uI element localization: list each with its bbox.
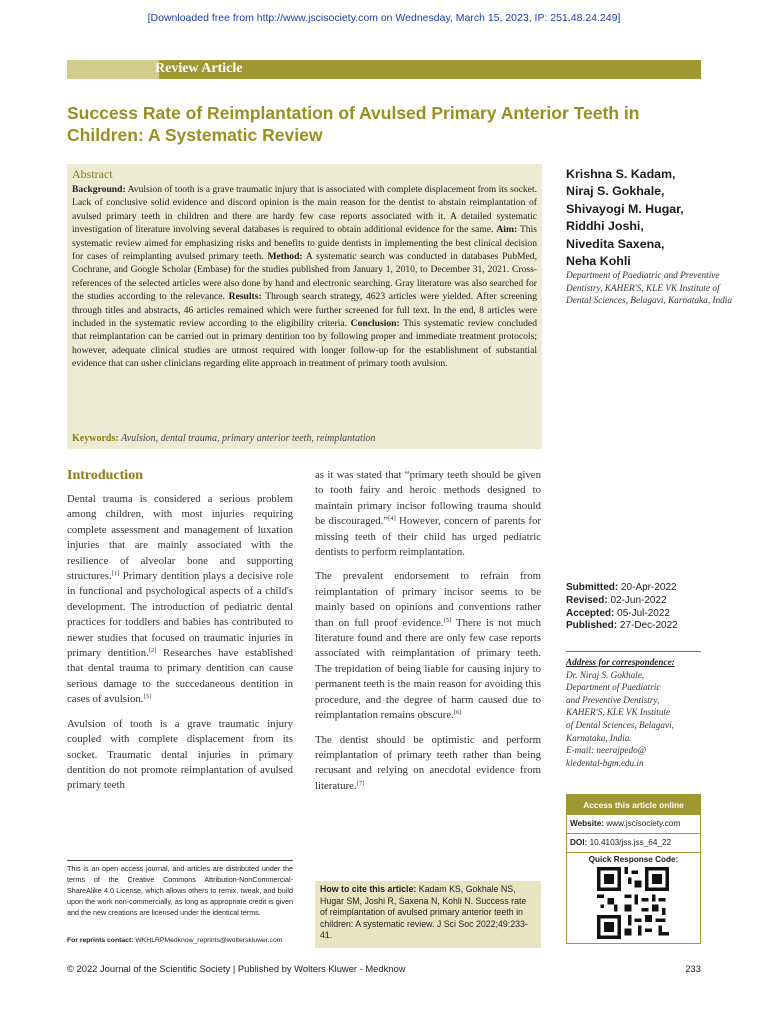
reprints-contact <box>67 937 307 944</box>
text: Researches have established that dental trauma to primary dentition can cause serious damage to the succedaneous dentition in cases of avulsion. <box>67 647 294 706</box>
submitted-value: 20-Apr-2022 <box>621 582 677 593</box>
article-type-band <box>67 60 701 79</box>
introduction-heading: Introduction <box>67 468 143 483</box>
website-row <box>567 815 700 834</box>
page-footer <box>67 963 701 974</box>
accepted-date <box>566 608 678 621</box>
abstract-body <box>72 183 537 371</box>
abstract-box <box>67 164 542 449</box>
license-notice: This is an open access journal, and articles are distributed under the terms of the Creative Commons Attribution-NonCommercial-ShareAlike 4.0 License, which allows others to remix, tweak, and build upon the work non-commercially, as long as appropriate credit is given and the new creations are licensed under the identical terms. <box>67 864 293 917</box>
background-label: Background: <box>72 184 126 195</box>
aim-text: This systematic review aimed for emphasizing risks and benefits to guide dentists in implementing the best clinical decision for cases of reimplanting avulsed primary teeth. <box>72 224 537 263</box>
method-text: A systematic search was conducted in databases PubMed, Cochrane, and Google Scholar (Embase) for the studies published from January 1, 2010, to December 31, 2021. Cross-references of the selected articles were also done by hand and electronic searching. Gray literature was also searched for the studies according to the relevance. <box>72 251 538 303</box>
website-link[interactable]: www.jscisociety.com <box>606 819 681 828</box>
citation-ref[interactable]: [3] <box>143 693 152 701</box>
access-online-box <box>566 794 701 944</box>
correspondence-line: and Preventive Dentistry, <box>566 694 660 705</box>
citation-ref[interactable]: [7] <box>356 779 365 787</box>
body-column-2 <box>315 468 541 803</box>
published-date <box>566 620 678 633</box>
reprints-label: For reprints contact: <box>67 937 134 944</box>
website-label: Website: <box>570 819 604 828</box>
text: The dentist should be optimistic and perform reimplantation of primary teeth rather than being recusant and relying on anecdotal evidence from literature. <box>315 733 541 792</box>
correspondence-address <box>566 656 706 769</box>
download-notice: [Downloaded free from http://www.jscisociety.com on Wednesday, March 15, 2023, IP: 251.48.24.249] <box>147 12 621 24</box>
footer-copyright: © 2022 Journal of the Scientific Society | Published by Wolters Kluwer - Medknow <box>67 963 406 974</box>
citation-ref[interactable]: [5] <box>443 616 452 624</box>
doi-label: DOI: <box>570 838 588 847</box>
author-name: Neha Kohli <box>566 254 631 269</box>
abstract-heading: Abstract <box>72 167 113 181</box>
keywords-text: Avulsion, dental trauma, primary anterior teeth, reimplantation <box>121 433 376 444</box>
published-value: 27-Dec-2022 <box>619 620 678 632</box>
text: Primary dentition plays a decisive role in functional and psychological aspects of a child's development. The introduction of pediatric dental practices for toddlers and babies has contributed to newer studies that focused on traumatic injuries in primary dentition. <box>67 570 293 660</box>
page-number: 233 <box>685 963 701 974</box>
text: The prevalent endorsement to refrain from reimplantation of primary incisor seems to be mainly based on opinions and conventions rather than on full proof evidence. <box>315 570 541 629</box>
article-dates <box>566 582 678 633</box>
correspondence-label: Address for correspondence: <box>566 657 675 667</box>
revised-value: 02-Jun-2022 <box>610 594 667 606</box>
citation-ref[interactable]: [2] <box>148 647 157 655</box>
keywords-label: Keywords: <box>72 433 119 444</box>
paragraph <box>315 468 541 560</box>
cite-label: How to cite this article: <box>320 884 417 894</box>
author-name: Nivedita Saxena, <box>566 236 665 251</box>
correspondence-divider <box>566 651 701 652</box>
body-column-1 <box>67 468 293 803</box>
how-to-cite-box <box>315 881 541 948</box>
text: However, concern of parents for missing teeth of their child has urged pediatric dentists to perform reimplantation. <box>315 515 542 559</box>
access-header: Access this article online <box>567 795 700 815</box>
results-label: Results: <box>228 291 262 303</box>
accepted-label: Accepted: <box>566 607 615 619</box>
author-name: Niraj S. Gokhale, <box>566 184 665 199</box>
article-type-label: Review Article <box>155 61 243 76</box>
author-name: Riddhi Joshi, <box>566 219 644 234</box>
author-name: Shivayogi M. Hugar, <box>566 201 684 216</box>
paragraph <box>67 492 293 708</box>
text: Dental trauma is considered a serious problem among children, with most injuries requiring complete assessment and management of luxation injuries that are mainly associated with the resilience of alveolar bone and supporting structures. <box>67 493 293 583</box>
background-text: Avulsion of tooth is a grave traumatic injury that is associated with complete displacement from its socket. Lack of conclusive solid evidence and discord opinion is the main reason for the dentist to abstain reimplantation of avulsed primary teeth in children and there are hardy few case reports associated with it. A detailed systematic investigation of literature involving several databases is required to obtain additional evidence for the same. <box>72 184 538 236</box>
cite-text: Kadam KS, Gokhale NS, Hugar SM, Joshi R, Saxena N, Kohli N. Success rate of reimplantation of avulsed primary anterior teeth in children: A systematic review. J Sci Soc 2022;49:233-41. <box>320 884 528 940</box>
band-accent <box>67 60 159 79</box>
conclusion-label: Conclusion: <box>350 318 400 330</box>
author-list <box>566 166 746 270</box>
method-label: Method: <box>267 251 303 263</box>
citation-ref[interactable]: [6] <box>453 709 462 717</box>
correspondence-email[interactable]: kledental-bgm.edu.in <box>566 757 644 768</box>
revised-date <box>566 595 678 608</box>
aim-label: Aim: <box>496 224 518 236</box>
article-title: Success Rate of Reimplantation of Avulsed Primary Anterior Teeth in Children: A Systematic Review <box>67 103 640 145</box>
correspondence-line: Department of Paediatric <box>566 682 661 693</box>
doi-row <box>567 834 700 853</box>
citation-ref[interactable]: [4] <box>388 515 396 523</box>
revised-label: Revised: <box>566 594 608 606</box>
license-divider <box>67 860 293 861</box>
submitted-date <box>566 582 678 595</box>
author-name: Krishna S. Kadam, <box>566 167 676 181</box>
submitted-label: Submitted: <box>566 582 619 593</box>
results-text: Through search strategy, 4623 articles were yielded. After screening through titles and abstracts, 46 articles remained which were further screened for full text. In the end, 8 articles were included in the systematic review according to the eligibility criteria. <box>72 291 537 330</box>
citation-ref[interactable]: [1] <box>111 570 120 578</box>
text: as it was stated that “primary teeth should be given to tooth fairy and heroic methods designed to maintain primary incisor following trauma should be discouraged.” <box>315 469 541 528</box>
doi-link[interactable]: 10.4103/jss.jss_64_22 <box>589 838 672 847</box>
correspondence-line: Karnataka, India. <box>566 732 632 743</box>
text: There is not much literature found and there are only few case reports associated with reimplantation of primary teeth. The trepidation of being liable for causing injury to permanent teeth is the main reason for avoiding this procedure, and the degree of harm caused due to reimplantation remains obscure. <box>315 616 541 722</box>
correspondence-line: of Dental Sciences, Belagavi, <box>566 719 674 730</box>
reprints-email[interactable]: WKHLRPMedknow_reprints@wolterskluwer.com <box>135 937 283 944</box>
conclusion-text: This systematic review concluded that reimplantation can be carried out in primary dentition too by following proper and immediate treatment protocols; however, adequate clinical studies are utmost required with longer follow-up for the establishment of substantial evidence that can usher clinicians regarding elite approach in treatment of primary tooth avulsion. <box>72 318 537 370</box>
correspondence-line: Dr. Niraj S. Gokhale, <box>566 669 645 680</box>
published-label: Published: <box>566 620 618 632</box>
qr-label: Quick Response Code: <box>588 855 679 864</box>
paragraph <box>315 569 541 723</box>
keywords <box>72 432 376 445</box>
paragraph <box>315 733 541 795</box>
correspondence-email[interactable]: E-mail: neerajpedo@ <box>566 745 647 756</box>
paragraph: Avulsion of tooth is a grave traumatic injury coupled with complete displacement from its socket. Traumatic dental injuries in primary dentition do not promote reimplantation of avulsed primary teeth <box>67 717 293 792</box>
correspondence-line: KAHER'S, KLE VK Institute <box>566 707 671 718</box>
qr-code-icon[interactable] <box>597 867 669 939</box>
author-affiliation: Department of Paediatric and Preventive Dentistry, KAHER'S, KLE VK Institute of Dental Sciences, Belagavi, Karnataka, India <box>566 271 733 307</box>
accepted-value: 05-Jul-2022 <box>617 607 670 619</box>
